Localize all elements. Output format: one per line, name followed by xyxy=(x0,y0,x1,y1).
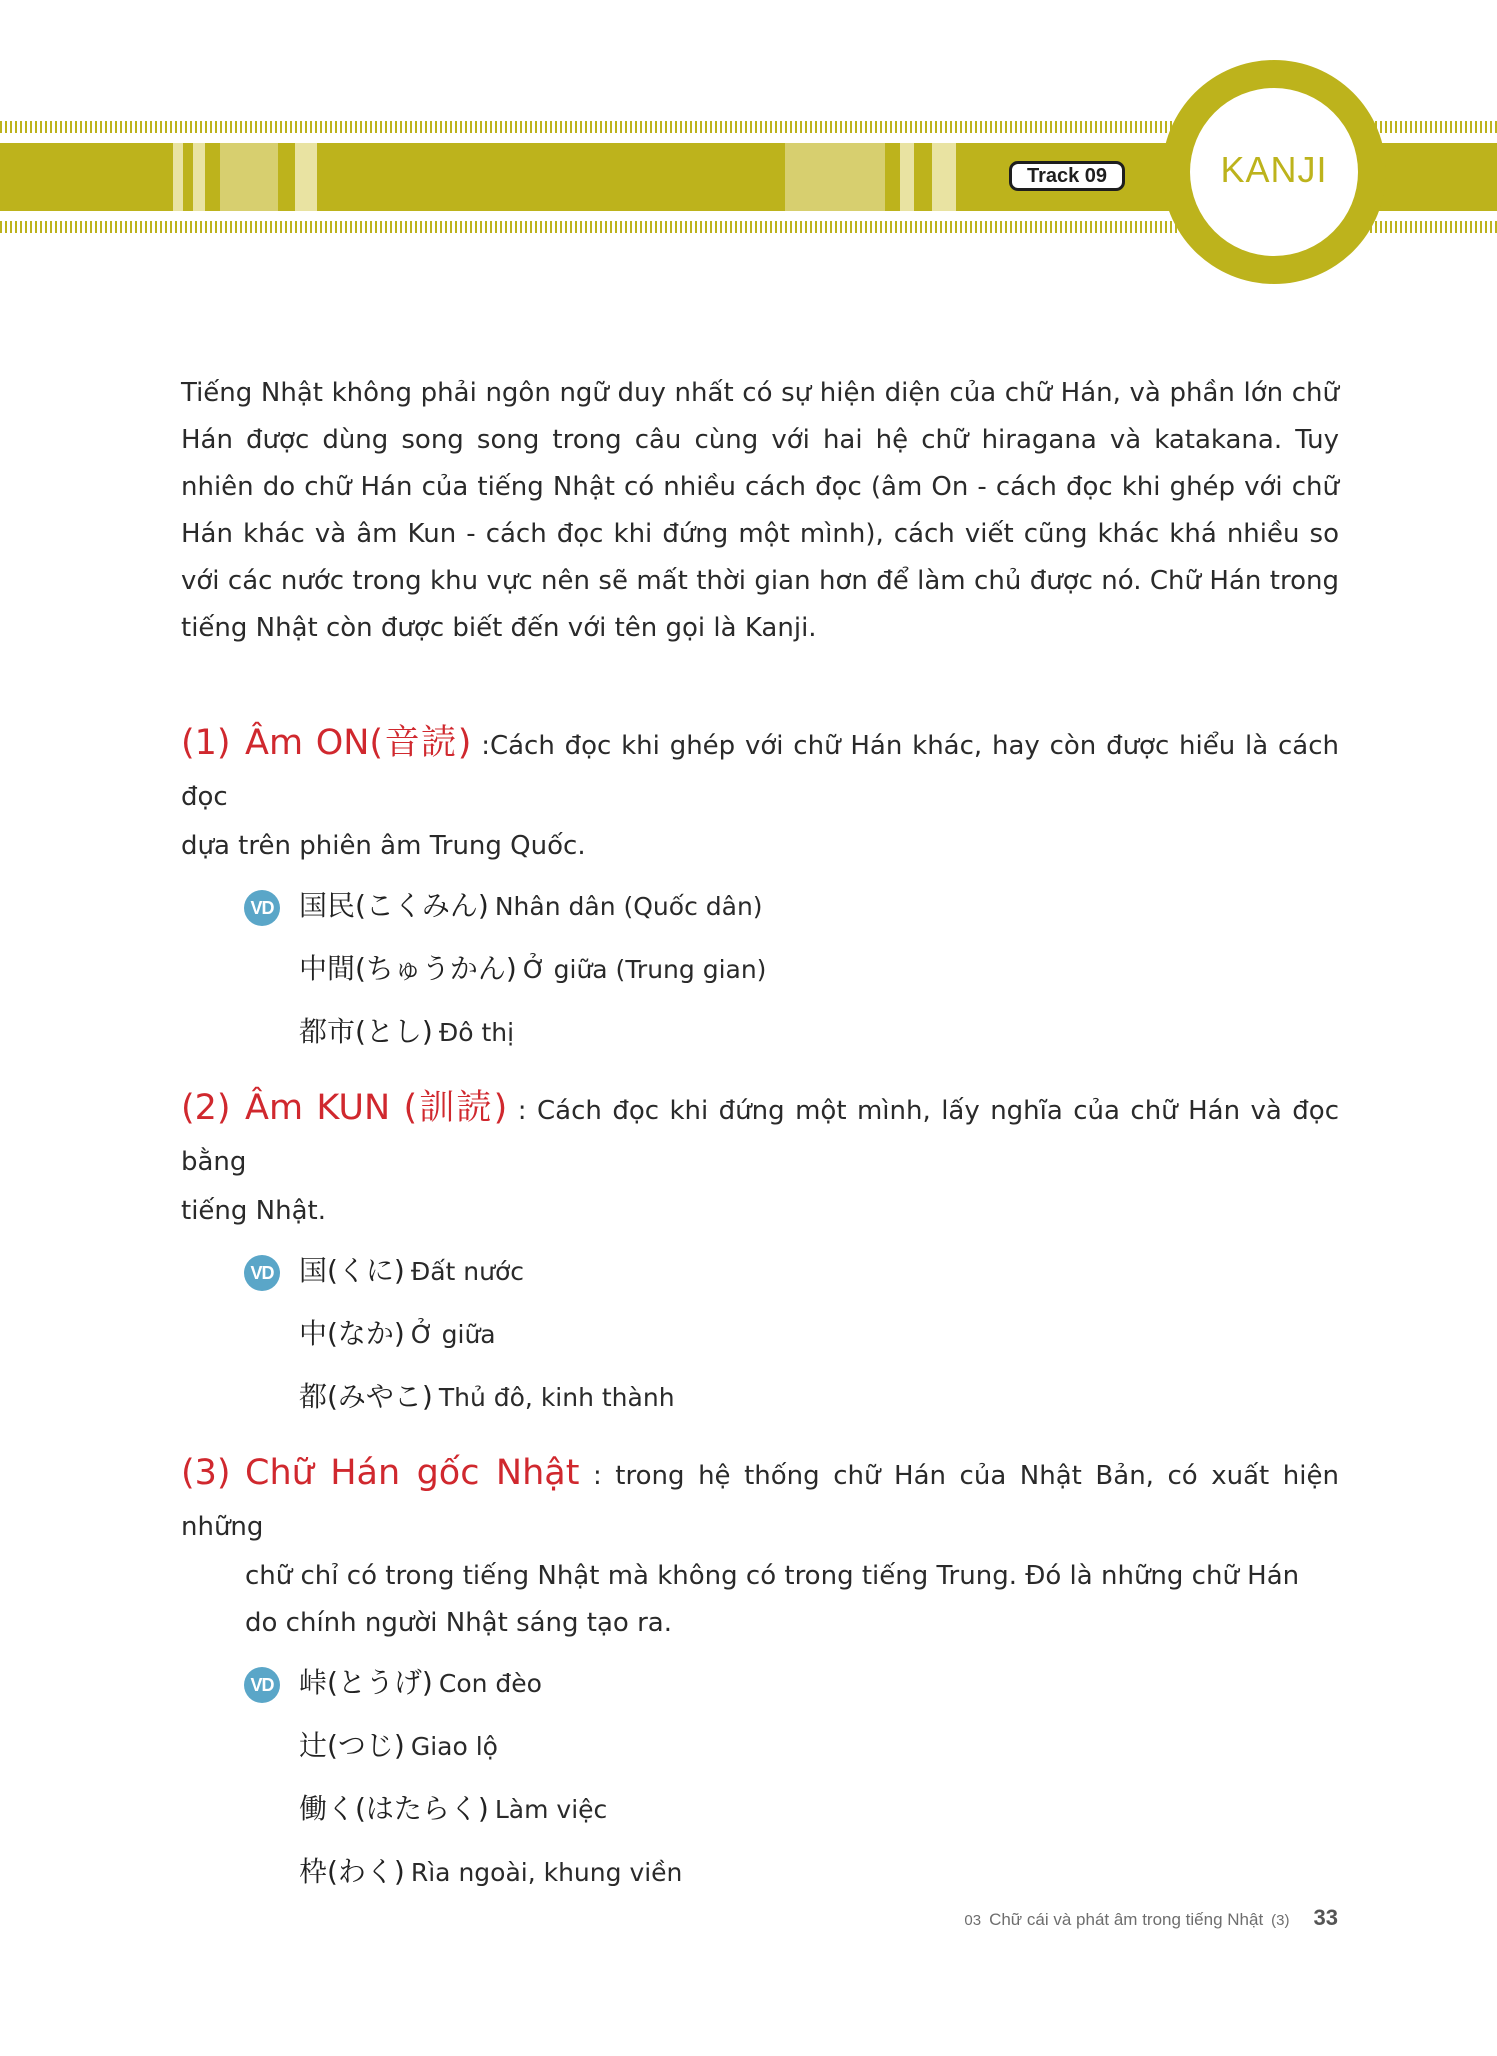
section-title: Âm ON(音読) xyxy=(245,723,472,763)
section-japanese-made-kanji xyxy=(181,1448,1339,1913)
section-desc: : Cách đọc khi đứng một mình, lấy nghĩa của chữ Hán và đọc bằng xyxy=(181,1096,1339,1177)
section-number: (2) xyxy=(181,1088,231,1128)
section-desc: : trong hệ thống chữ Hán của Nhật Bản, có xuất hiện những xyxy=(181,1461,1339,1542)
example-japanese: 国(くに) xyxy=(299,1254,405,1287)
band-stripe xyxy=(295,143,317,211)
example-item xyxy=(181,1850,1339,1913)
section-desc-cont: tiếng Nhật. xyxy=(181,1196,326,1226)
example-meaning: Đô thị xyxy=(438,1018,515,1047)
example-item xyxy=(181,884,1339,947)
example-item xyxy=(181,1312,1339,1375)
example-japanese: 中(なか) xyxy=(299,1317,405,1350)
page-number: 33 xyxy=(1313,1905,1338,1930)
section-desc: :Cách đọc khi ghép với chữ Hán khác, hay còn được hiểu là cách đọc xyxy=(181,731,1340,812)
section-heading xyxy=(181,718,1339,823)
vd-badge-icon: VD xyxy=(244,1255,280,1291)
page-footer xyxy=(946,1905,1338,1931)
example-japanese: 枠(わく) xyxy=(299,1855,405,1888)
example-japanese: 峠(とうげ) xyxy=(299,1666,433,1699)
section-on-reading xyxy=(181,718,1339,1073)
example-meaning: Ở giữa (Trung gian) xyxy=(522,955,767,984)
example-meaning: Rìa ngoài, khung viền xyxy=(410,1858,683,1887)
example-meaning: Ở giữa xyxy=(410,1320,496,1349)
footer-part: (3) xyxy=(1271,1912,1290,1929)
example-list xyxy=(181,1661,1339,1913)
band-stripe xyxy=(932,143,956,211)
example-meaning: Giao lộ xyxy=(410,1732,498,1761)
band-stripe xyxy=(173,143,183,211)
section-heading xyxy=(181,1083,1339,1188)
example-list xyxy=(181,1249,1339,1438)
band-stripe xyxy=(193,143,205,211)
page-header xyxy=(0,0,1497,300)
example-item xyxy=(181,1787,1339,1850)
example-meaning: Đất nước xyxy=(410,1257,525,1286)
footer-chapter-number: 03 xyxy=(964,1912,982,1929)
example-list xyxy=(181,884,1339,1073)
example-japanese: 国民(こくみん) xyxy=(299,889,489,922)
band-stripe xyxy=(220,143,278,211)
example-item xyxy=(181,947,1339,1010)
section-label: KANJI xyxy=(1220,149,1328,190)
section-title: Chữ Hán gốc Nhật xyxy=(245,1453,580,1493)
example-meaning: Con đèo xyxy=(438,1669,542,1698)
section-number: (1) xyxy=(181,723,231,763)
section-desc-cont: dựa trên phiên âm Trung Quốc. xyxy=(181,831,586,861)
vd-badge-icon: VD xyxy=(244,1667,280,1703)
example-meaning: Làm việc xyxy=(494,1795,608,1824)
vd-badge-icon: VD xyxy=(244,890,280,926)
section-heading xyxy=(181,1448,1339,1553)
footer-chapter-title: Chữ cái và phát âm trong tiếng Nhật xyxy=(989,1910,1264,1929)
section-kun-reading xyxy=(181,1083,1339,1438)
example-item xyxy=(181,1375,1339,1438)
example-japanese: 都市(とし) xyxy=(299,1015,433,1048)
section-number: (3) xyxy=(181,1453,231,1493)
track-badge[interactable]: Track 09 xyxy=(1009,161,1125,191)
example-item xyxy=(181,1724,1339,1787)
section-desc-cont: chữ chỉ có trong tiếng Nhật mà không có trong tiếng Trung. Đó là những chữ Hán do chính người Nhật sáng tạo ra. xyxy=(245,1561,1300,1638)
band-stripe xyxy=(900,143,914,211)
example-japanese: 中間(ちゅうかん) xyxy=(299,952,517,985)
section-title: Âm KUN (訓読) xyxy=(245,1088,508,1128)
example-meaning: Thủ đô, kinh thành xyxy=(438,1383,675,1412)
example-japanese: 働く(はたらく) xyxy=(299,1792,489,1825)
example-japanese: 辻(つじ) xyxy=(299,1729,405,1762)
example-item xyxy=(181,1661,1339,1724)
band-stripe xyxy=(785,143,885,211)
example-item xyxy=(181,1249,1339,1312)
example-item xyxy=(181,1010,1339,1073)
example-japanese: 都(みやこ) xyxy=(299,1380,433,1413)
intro-paragraph: Tiếng Nhật không phải ngôn ngữ duy nhất có sự hiện diện của chữ Hán, và phần lớn chữ Hán được dùng song song trong câu cùng với hai hệ chữ hiragana và katakana. Tuy nhiên do chữ Hán của tiếng Nhật có nhiều cách đọc (âm On - cách đọc khi ghép với chữ Hán khác và âm Kun - cách đọc khi đứng một mình), cách viết cũng khác khá nhiều so với các nước trong khu vực nên sẽ mất thời gian hơn để làm chủ được nó. Chữ Hán trong tiếng Nhật còn được biết đến với tên gọi là Kanji. xyxy=(181,378,1339,643)
example-meaning: Nhân dân (Quốc dân) xyxy=(494,892,763,921)
